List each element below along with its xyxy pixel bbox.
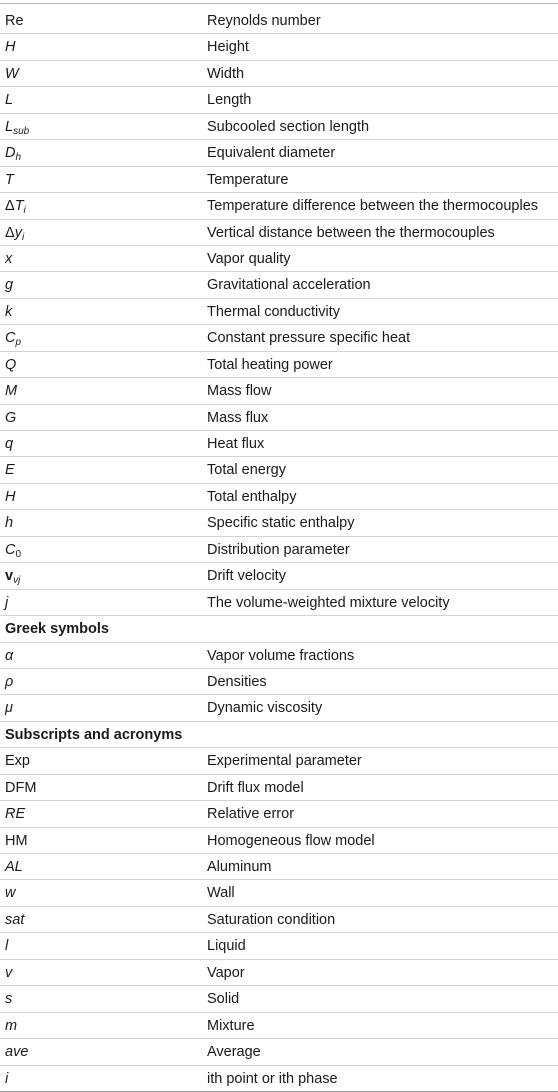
table-row <box>0 246 558 272</box>
description: Vapor volume fractions <box>207 647 355 664</box>
symbol: x <box>5 250 13 267</box>
table-row <box>0 140 558 166</box>
table-row <box>0 272 558 298</box>
table-row <box>0 590 558 616</box>
symbol: AL <box>5 859 23 875</box>
symbol: l <box>5 938 9 955</box>
symbol-base: D <box>5 145 16 162</box>
symbol-prefix: Δ <box>5 198 15 215</box>
description: ith point or ith phase <box>207 1070 338 1087</box>
symbol-prefix: Δ <box>5 224 15 241</box>
description: Heat flux <box>207 436 265 452</box>
symbol: w <box>5 885 16 902</box>
table-row <box>0 378 558 404</box>
description: Average <box>207 1044 261 1061</box>
description: Equivalent diameter <box>207 145 336 162</box>
section-title: Subscripts and acronyms <box>5 726 183 743</box>
table-row <box>0 34 558 60</box>
description: Liquid <box>207 938 246 955</box>
description: Reynolds number <box>207 13 321 29</box>
symbol: v <box>5 964 13 981</box>
table-row <box>0 907 558 933</box>
symbol: m <box>5 1017 18 1034</box>
table-row <box>0 484 558 510</box>
description: Mass flow <box>207 383 272 400</box>
symbol: q <box>5 436 14 452</box>
symbol-subscript: 0 <box>15 548 22 560</box>
description: Total heating power <box>207 356 333 373</box>
description: Distribution parameter <box>207 541 350 558</box>
symbol-subscript: i <box>21 231 25 243</box>
description: Aluminum <box>207 859 272 875</box>
description: Vertical distance between the thermocouples <box>207 224 495 241</box>
symbol-base: C <box>5 330 16 347</box>
symbol <box>5 225 24 246</box>
symbol: H <box>5 488 16 505</box>
symbol: HM <box>5 832 28 849</box>
description: Solid <box>207 991 240 1008</box>
description: Specific static enthalpy <box>207 515 355 532</box>
symbol: ρ <box>5 673 14 690</box>
symbol <box>5 198 26 219</box>
section-title: Greek symbols <box>5 621 109 638</box>
table-row <box>0 1039 558 1065</box>
symbol: M <box>5 383 18 400</box>
description: Saturation condition <box>207 911 336 928</box>
symbol: g <box>5 277 14 294</box>
table-row <box>0 457 558 483</box>
symbol: RE <box>5 806 26 823</box>
table-row <box>0 880 558 906</box>
description: Mass flux <box>207 409 269 426</box>
description: Length <box>207 92 252 109</box>
description: Homogeneous flow model <box>207 832 375 849</box>
symbol: E <box>5 462 15 479</box>
table-row <box>0 801 558 827</box>
description: Height <box>207 39 249 56</box>
symbol-subscript: h <box>15 152 22 164</box>
description: The volume-weighted mixture velocity <box>207 594 450 611</box>
description: Width <box>207 65 245 82</box>
description: Total enthalpy <box>207 488 297 505</box>
description: Densities <box>207 673 267 690</box>
symbol <box>5 330 21 351</box>
table-row <box>0 114 558 140</box>
table-row <box>0 748 558 774</box>
symbol <box>5 568 20 589</box>
symbol: Re <box>5 13 24 29</box>
description: Vapor <box>207 964 245 981</box>
symbol: L <box>5 92 14 109</box>
table-body <box>0 8 558 1092</box>
table-row <box>0 1013 558 1039</box>
description: Relative error <box>207 806 295 823</box>
section-header-row <box>0 722 558 748</box>
table-row <box>0 933 558 959</box>
table-row <box>0 352 558 378</box>
table-row <box>0 167 558 193</box>
table-row <box>0 61 558 87</box>
table-row <box>0 510 558 536</box>
symbol: T <box>5 171 14 188</box>
description: Total energy <box>207 462 286 479</box>
symbol-base: L <box>5 118 14 135</box>
description: Wall <box>207 885 235 902</box>
table-row <box>0 299 558 325</box>
symbol <box>5 145 21 166</box>
symbol-base: C <box>5 541 16 558</box>
symbol: α <box>5 647 14 664</box>
table-row <box>0 220 558 246</box>
symbol: DFM <box>5 779 37 796</box>
description: Temperature difference between the thermocouples <box>207 198 539 215</box>
symbol: μ <box>5 700 13 717</box>
symbol: H <box>5 39 16 56</box>
table-row <box>0 431 558 457</box>
table-row <box>0 775 558 801</box>
symbol-base: y <box>14 224 22 241</box>
description: Gravitational acceleration <box>207 277 371 294</box>
symbol: h <box>5 515 14 532</box>
description: Dynamic viscosity <box>207 700 323 717</box>
table-row <box>0 8 558 34</box>
table-row <box>0 87 558 113</box>
symbol: Q <box>5 356 17 373</box>
table-row <box>0 986 558 1012</box>
table-row <box>0 405 558 431</box>
table-row <box>0 325 558 351</box>
table-row <box>0 669 558 695</box>
description: Temperature <box>207 171 289 188</box>
symbol: W <box>5 65 19 82</box>
symbol-base: T <box>14 198 24 215</box>
table-row <box>0 1066 558 1092</box>
symbol: Exp <box>5 753 30 770</box>
table-row <box>0 695 558 721</box>
description: Experimental parameter <box>207 753 362 770</box>
description: Vapor quality <box>207 250 291 267</box>
table-row <box>0 828 558 854</box>
symbol <box>5 542 21 563</box>
symbol: ave <box>5 1044 29 1061</box>
table-row <box>0 193 558 219</box>
symbol: G <box>5 409 17 426</box>
symbol: i <box>5 1070 9 1087</box>
symbol <box>5 119 29 140</box>
description: Mixture <box>207 1017 255 1034</box>
table-row <box>0 537 558 563</box>
symbol: sat <box>5 911 25 928</box>
table-row <box>0 643 558 669</box>
table-row <box>0 960 558 986</box>
symbol-subscript: sub <box>13 125 30 137</box>
symbol-subscript: i <box>23 205 26 217</box>
symbol-subscript: vj <box>13 575 21 587</box>
description: Constant pressure specific heat <box>207 330 411 347</box>
description: Drift velocity <box>207 568 286 585</box>
table-row <box>0 854 558 880</box>
symbol: k <box>5 303 13 320</box>
top-rule <box>0 3 558 4</box>
symbol: j <box>5 594 9 611</box>
section-header-row <box>0 616 558 642</box>
symbol: s <box>5 991 13 1008</box>
description: Drift flux model <box>207 779 304 796</box>
symbol-subscript: p <box>15 337 22 349</box>
description: Subcooled section length <box>207 118 370 135</box>
symbol-base: v <box>5 568 14 585</box>
table-row <box>0 563 558 589</box>
description: Thermal conductivity <box>207 303 340 320</box>
